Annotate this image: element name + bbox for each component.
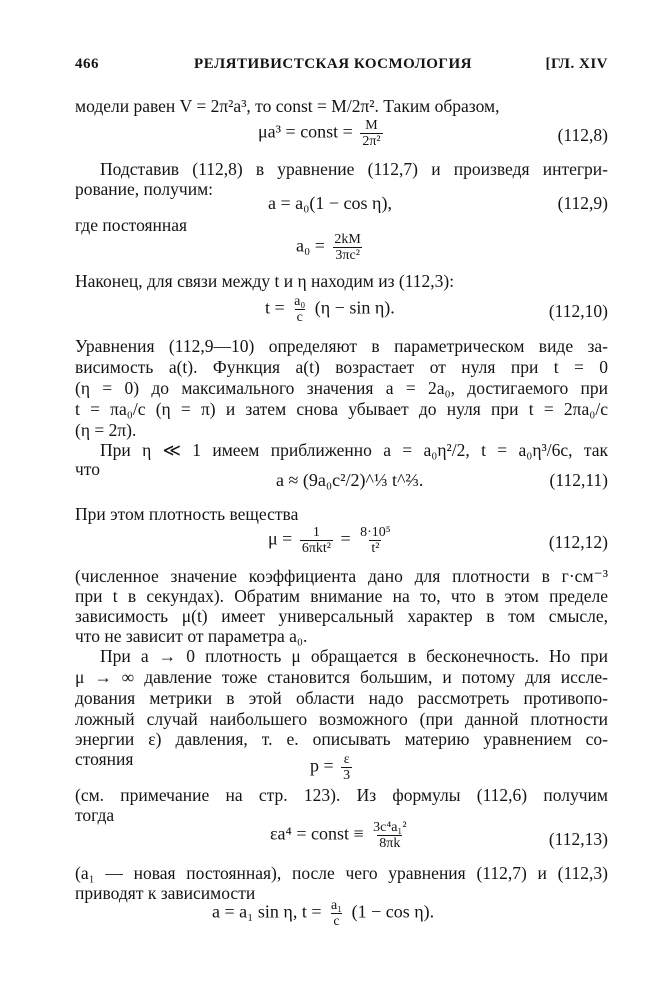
equation-number: (112,10) <box>548 301 608 321</box>
fraction <box>358 525 393 556</box>
equation-112-8 <box>258 118 386 149</box>
equation-number: (112,13) <box>548 829 608 849</box>
text-line: Уравнения (112,9—10) определяют в параметрическом виде за- <box>75 336 608 356</box>
text-line: ложный случай наибольшего возможного (при данной плотности <box>75 709 608 729</box>
fraction <box>300 525 333 556</box>
text-line: приводят к зависимости <box>75 883 256 903</box>
equation-term: = <box>340 528 351 549</box>
text-line: (см. примечание на стр. 123). Из формулы (112,6) получим <box>75 785 608 805</box>
fraction <box>332 232 362 263</box>
equation-112-13 <box>270 820 412 851</box>
denominator: 8πk <box>379 836 401 851</box>
chapter-label: [ГЛ. XIV <box>545 56 608 72</box>
text-line: дования метрики в этой области надо рассмотреть противопо- <box>75 688 608 708</box>
equation-number: (112,12) <box>548 532 608 552</box>
text-line: (η = 0) до максимального значения a = 2a₀, достигаемого при <box>75 378 608 398</box>
text-line: модели равен V = 2π²a³, то const = M/2π². Таким образом, <box>75 96 500 116</box>
denominator: c <box>296 310 303 325</box>
denominator: c <box>333 914 340 929</box>
text-line: μ → ∞ давление тоже становится большим, и потому для иссле- <box>75 667 608 687</box>
equation-term: μa³ = const = <box>258 121 353 142</box>
fraction <box>341 752 352 783</box>
equation-a0 <box>296 232 366 263</box>
running-title: РЕЛЯТИВИСТСКАЯ КОСМОЛОГИЯ <box>194 56 472 72</box>
text-line: при t в секундах). Обратим внимание на то, что в этом пределе <box>75 586 608 606</box>
equation-112-12 <box>268 525 396 556</box>
denominator: 3 <box>343 768 351 783</box>
equation-number: (112,8) <box>557 125 608 145</box>
equation-number: (112,9) <box>557 193 608 213</box>
equation-term: t = <box>265 297 285 318</box>
text-line: стояния <box>75 749 134 769</box>
numerator: a₀ <box>294 294 306 309</box>
text-line: (a₁ — новая постоянная), после чего уравнения (112,7) и (112,3) <box>75 863 608 883</box>
numerator: 1 <box>312 525 320 540</box>
numerator: ε <box>343 752 350 767</box>
numerator: 2kM <box>334 232 361 247</box>
numerator: 3c⁴a₁² <box>373 820 407 835</box>
equation-112-9: a = a₀(1 − cos η), <box>268 193 392 213</box>
equation-number: (112,11) <box>549 470 608 490</box>
denominator: 6πkt² <box>301 541 331 556</box>
equation-state <box>310 752 355 783</box>
equation-final <box>212 898 434 929</box>
page-number: 466 <box>75 56 99 72</box>
text-line: При этом плотность вещества <box>75 504 299 524</box>
text-line: тогда <box>75 805 115 825</box>
numerator: a₁ <box>330 898 343 913</box>
equation-112-11: a ≈ (9a₀c²/2)^⅓ t^⅔. <box>276 470 424 490</box>
equation-112-10 <box>265 294 395 325</box>
text-line: (численное значение коэффициента дано для плотности в г·см⁻³ <box>75 566 608 586</box>
denominator: 2π² <box>362 134 381 149</box>
text-line: зависимость μ(t) имеет универсальный характер в том смысле, <box>75 606 608 626</box>
text-line: где постоянная <box>75 215 188 235</box>
text-line: что <box>75 459 100 479</box>
equation-term: a = a₁ sin η, t = <box>212 901 322 922</box>
text-line: t = πa₀/c (η = π) и затем снова убывает до нуля при t = 2πa₀/c <box>75 399 608 419</box>
text-line: рование, получим: <box>75 179 214 199</box>
text-line: Подставив (112,8) в уравнение (112,7) и произведя интегри- <box>100 159 608 179</box>
text-line: (η = 2π). <box>75 420 137 440</box>
text-line: висимость a(t). Функция a(t) возрастает от нуля при t = 0 <box>75 357 608 377</box>
equation-term: (1 − cos η). <box>351 901 435 922</box>
equation-term: μ = <box>268 528 293 549</box>
numerator: M <box>365 118 378 133</box>
numerator: 8·10⁵ <box>360 525 391 540</box>
denominator: t² <box>371 541 380 556</box>
equation-term: (η − sin η). <box>314 297 395 318</box>
fraction <box>360 118 382 149</box>
equation-term: εa⁴ = const ≡ <box>270 823 364 844</box>
text-line: Наконец, для связи между t и η находим из (112,3): <box>75 271 455 291</box>
text-line: При a → 0 плотность μ обращается в бесконечность. Но при <box>100 646 608 666</box>
fraction <box>371 820 408 851</box>
text-line: что не зависит от параметра a₀. <box>75 626 308 646</box>
text-line: При η ≪ 1 имеем приближенно a = a₀η²/2, t = a₀η³/6c, так <box>100 440 608 460</box>
equation-term: p = <box>310 755 334 776</box>
equation-term: a₀ = <box>296 235 325 256</box>
fraction <box>329 898 344 929</box>
denominator: 3πc² <box>335 248 360 263</box>
fraction <box>292 294 307 325</box>
text-line: энергии ε) давления, т. е. описывать материю уравнением со- <box>75 729 608 749</box>
